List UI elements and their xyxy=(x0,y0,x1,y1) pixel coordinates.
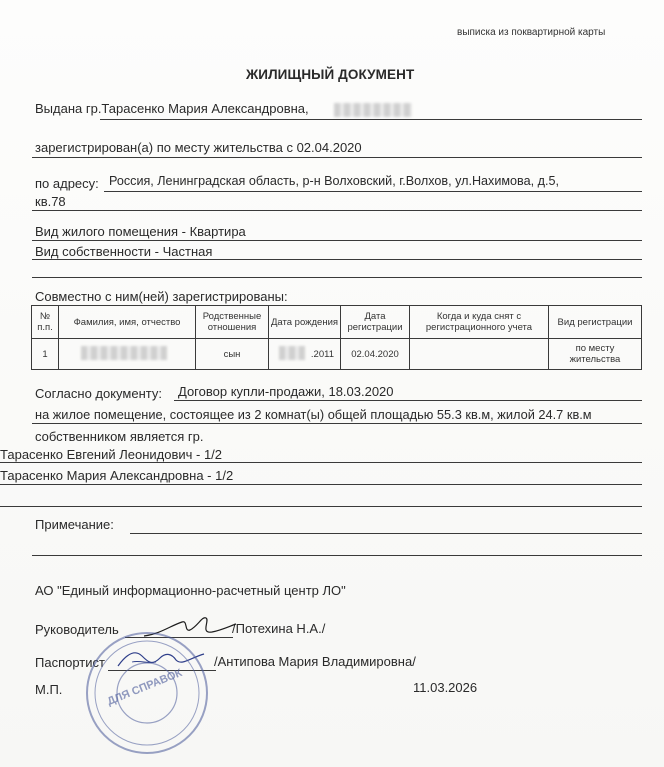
registrants-table xyxy=(31,305,642,370)
address-line-2: кв.78 xyxy=(35,194,66,209)
table-header-row xyxy=(32,306,642,339)
premises-type: Вид жилого помещения - Квартира xyxy=(35,224,246,239)
passport-label: Паспортист xyxy=(35,655,105,670)
cell-name xyxy=(59,339,196,370)
note-label: Примечание: xyxy=(35,517,114,532)
document-title: ЖИЛИЩНЫЙ ДОКУМЕНТ xyxy=(246,67,415,82)
cell-birth: .2011 xyxy=(269,339,341,370)
redacted-dob xyxy=(334,103,412,117)
underline-ownership xyxy=(32,259,642,260)
table-row xyxy=(32,339,642,370)
cell-reg-type: по месту жительства xyxy=(549,339,642,370)
underline-owner-blank xyxy=(0,506,642,507)
underline-address-1 xyxy=(104,191,642,192)
col-name: Фамилия, имя, отчество xyxy=(59,306,196,339)
underline-note xyxy=(130,533,642,534)
redacted-birth xyxy=(279,346,305,360)
underline-note-2 xyxy=(32,555,642,556)
issue-date: 11.03.2026 xyxy=(413,680,478,695)
owner-label: собственником является гр. xyxy=(35,429,204,444)
owner-2: Тарасенко Мария Александровна - 1/2 xyxy=(0,468,234,483)
col-relation: Родственные отношения xyxy=(196,306,269,339)
issued-to: Выдана гр.Тарасенко Мария Александровна, xyxy=(35,101,309,116)
underline-blank xyxy=(32,277,642,278)
ownership-type: Вид собственности - Частная xyxy=(35,244,213,259)
cell-num: 1 xyxy=(32,339,59,370)
underline-registered xyxy=(32,157,642,158)
cell-reg-date: 02.04.2020 xyxy=(341,339,410,370)
underline-premises-desc xyxy=(32,423,642,424)
underline-premises xyxy=(32,240,642,241)
mp-label: М.П. xyxy=(35,682,63,697)
basis-label: Согласно документу: xyxy=(35,386,162,401)
underline-owner-2 xyxy=(0,484,642,485)
underline-basis xyxy=(174,400,642,401)
redacted-name xyxy=(81,346,167,360)
cohabitants-label: Совместно с ним(ней) зарегистрированы: xyxy=(35,289,288,304)
col-reg-type: Вид регистрации xyxy=(549,306,642,339)
cell-removed xyxy=(410,339,549,370)
address-label: по адресу: xyxy=(35,176,99,191)
address-line-1: Россия, Ленинградская область, р-н Волховский, г.Волхов, ул.Нахимова, д.5, xyxy=(109,174,559,188)
head-name: /Потехина Н.А./ xyxy=(232,621,326,636)
col-reg-date: Дата регистрации xyxy=(341,306,410,339)
premises-description: на жилое помещение, состоящее из 2 комнат(ы) общей площадью 55.3 кв.м, жилой 24.7 кв.м xyxy=(35,407,592,422)
official-stamp xyxy=(82,628,212,758)
underline-owner-1 xyxy=(0,462,642,463)
basis-document: Договор купли-продажи, 18.03.2020 xyxy=(178,384,394,399)
passport-name: /Антипова Мария Владимировна/ xyxy=(214,654,416,669)
owner-1: Тарасенко Евгений Леонидович - 1/2 xyxy=(0,447,223,462)
head-label: Руководитель xyxy=(35,622,119,637)
stamp-text: ДЛЯ СПРАВОК xyxy=(105,666,184,708)
header-note: выписка из поквартирной карты xyxy=(457,27,606,38)
registered-since: зарегистрирован(а) по месту жительства с 02.04.2020 xyxy=(35,140,362,155)
col-birth: Дата рождения xyxy=(269,306,341,339)
col-removed: Когда и куда снят с регистрационного учета xyxy=(410,306,549,339)
cell-relation: сын xyxy=(196,339,269,370)
underline-address-2 xyxy=(32,210,642,211)
organization: АО "Единый информационно-расчетный центр ЛО" xyxy=(35,583,346,598)
underline-issued xyxy=(100,119,642,120)
col-num: № п.п. xyxy=(32,306,59,339)
